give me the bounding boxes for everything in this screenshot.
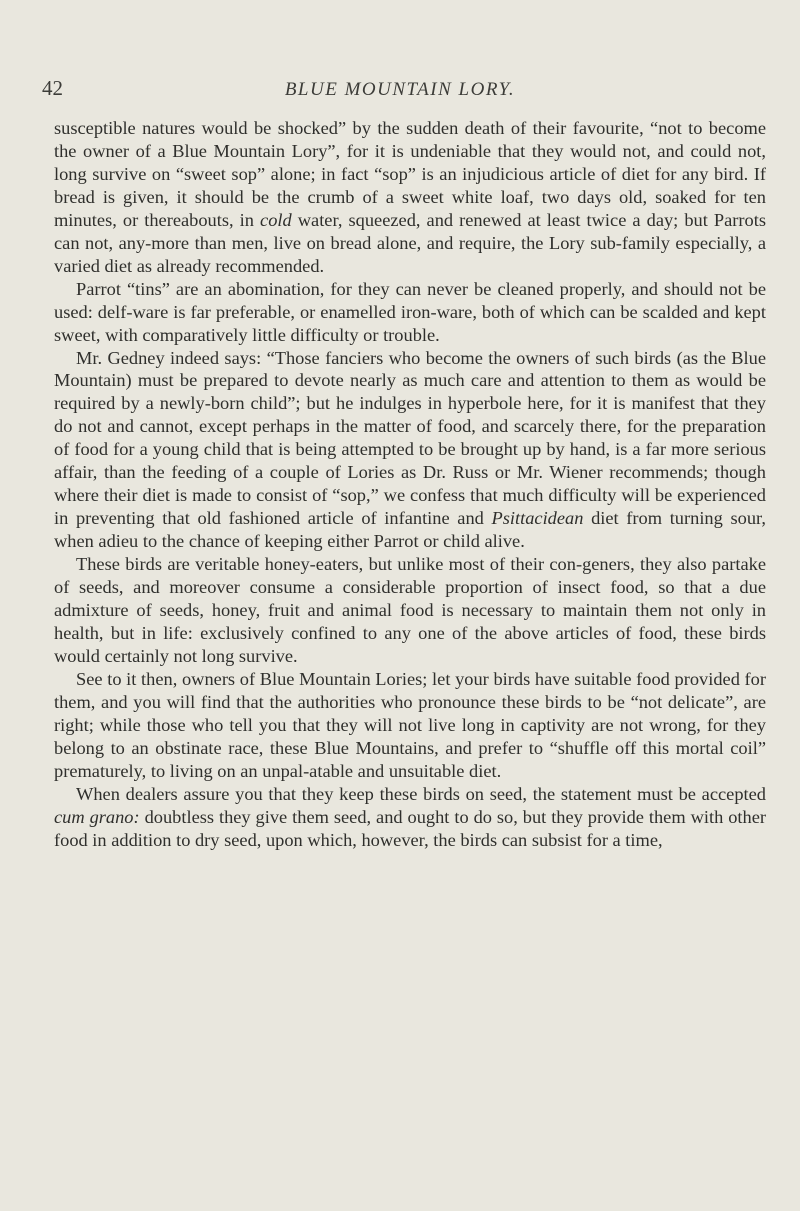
paragraph-text: water, squeezed, and renewed at least twice a day; but Parrots can not, any-more than men, live on bread alone, and require, the Lory sub-family especially, a varied diet as already recommended. [54, 209, 766, 276]
italic-text: Psittacidean [491, 508, 584, 529]
paragraph-text: susceptible natures would be shocked” by the sudden death of their favourite, “not to become the owner of a Blue Mountain Lory”, for it is undeniable that they would not, and could not, long survive on “sweet sop” alone; in fact “sop” is an injudicious article of diet for any bird. If bread is given, it should be the crumb of a sweet white loaf, two days old, soaked for ten minutes, or thereabouts, in [54, 118, 766, 230]
paragraph-text: These birds are veritable honey-eaters, but unlike most of their con-geners, they also partake of seeds, and moreover consume a considerable proportion of insect food, so that a due admixture of seeds, honey, fruit and animal food is necessary to maintain them not only in health, but in life: exclusively confined to any one of the above articles of food, these birds would certainly not long survive. [54, 554, 766, 666]
page-header [0, 76, 800, 106]
paragraph-text: Mr. Gedney indeed says: “Those fanciers who become the owners of such birds (as the Blue Mountain) must be prepared to devote nearly as much care and attention to them as would be required by a newly-born child”; but he indulges in hyperbole here, for it is manifest that they do not and cannot, except perhaps in the matter of food, and scarcely there, for the preparation of food for a young child that is being attempted to be brought up by hand, is a far more serious affair, than the feeding of a couple of Lories as Dr. Russ or Mr. Wiener recommends; though where their diet is made to consist of “sop,” we confess that much difficulty will be experienced in preventing that old fashioned article of infantine and [54, 347, 766, 529]
paragraph [54, 553, 766, 668]
paragraph [54, 668, 766, 783]
paragraph-text: diet from turning sour, when adieu to the chance of keeping either Parrot or child alive. [54, 508, 766, 552]
italic-text: cum grano: [54, 806, 140, 827]
paragraph [54, 117, 766, 278]
running-title: BLUE MOUNTAIN LORY. [284, 79, 516, 100]
body-text [54, 117, 766, 852]
paragraph-text: doubtless they give them seed, and ought to do so, but they provide them with other food in addition to dry seed, upon which, however, the birds can subsist for a time, [54, 806, 766, 850]
paragraph-text: See to it then, owners of Blue Mountain Lories; let your birds have suitable food provided for them, and you will find that the authorities who pronounce these birds to be “not delicate”, are right; while those who tell you that they will not live long in captivity are not wrong, for they belong to an obstinate race, these Blue Mountains, and prefer to “shuffle off this mortal coil” prematurely, to living on an unpal-atable and unsuitable diet. [54, 668, 766, 781]
italic-text: cold [260, 209, 292, 230]
page-number: 42 [42, 76, 63, 100]
paragraph [54, 347, 766, 554]
paragraph [54, 783, 766, 852]
paragraph-text: When dealers assure you that they keep these birds on seed, the statement must be accepted [76, 783, 766, 804]
paragraph [54, 278, 766, 347]
paragraph-text: Parrot “tins” are an abomination, for they can never be cleaned properly, and should not be used: delf-ware is far preferable, or enamelled iron-ware, both of which can be scalded and kept sweet, with comparatively little difficulty or trouble. [54, 278, 766, 345]
